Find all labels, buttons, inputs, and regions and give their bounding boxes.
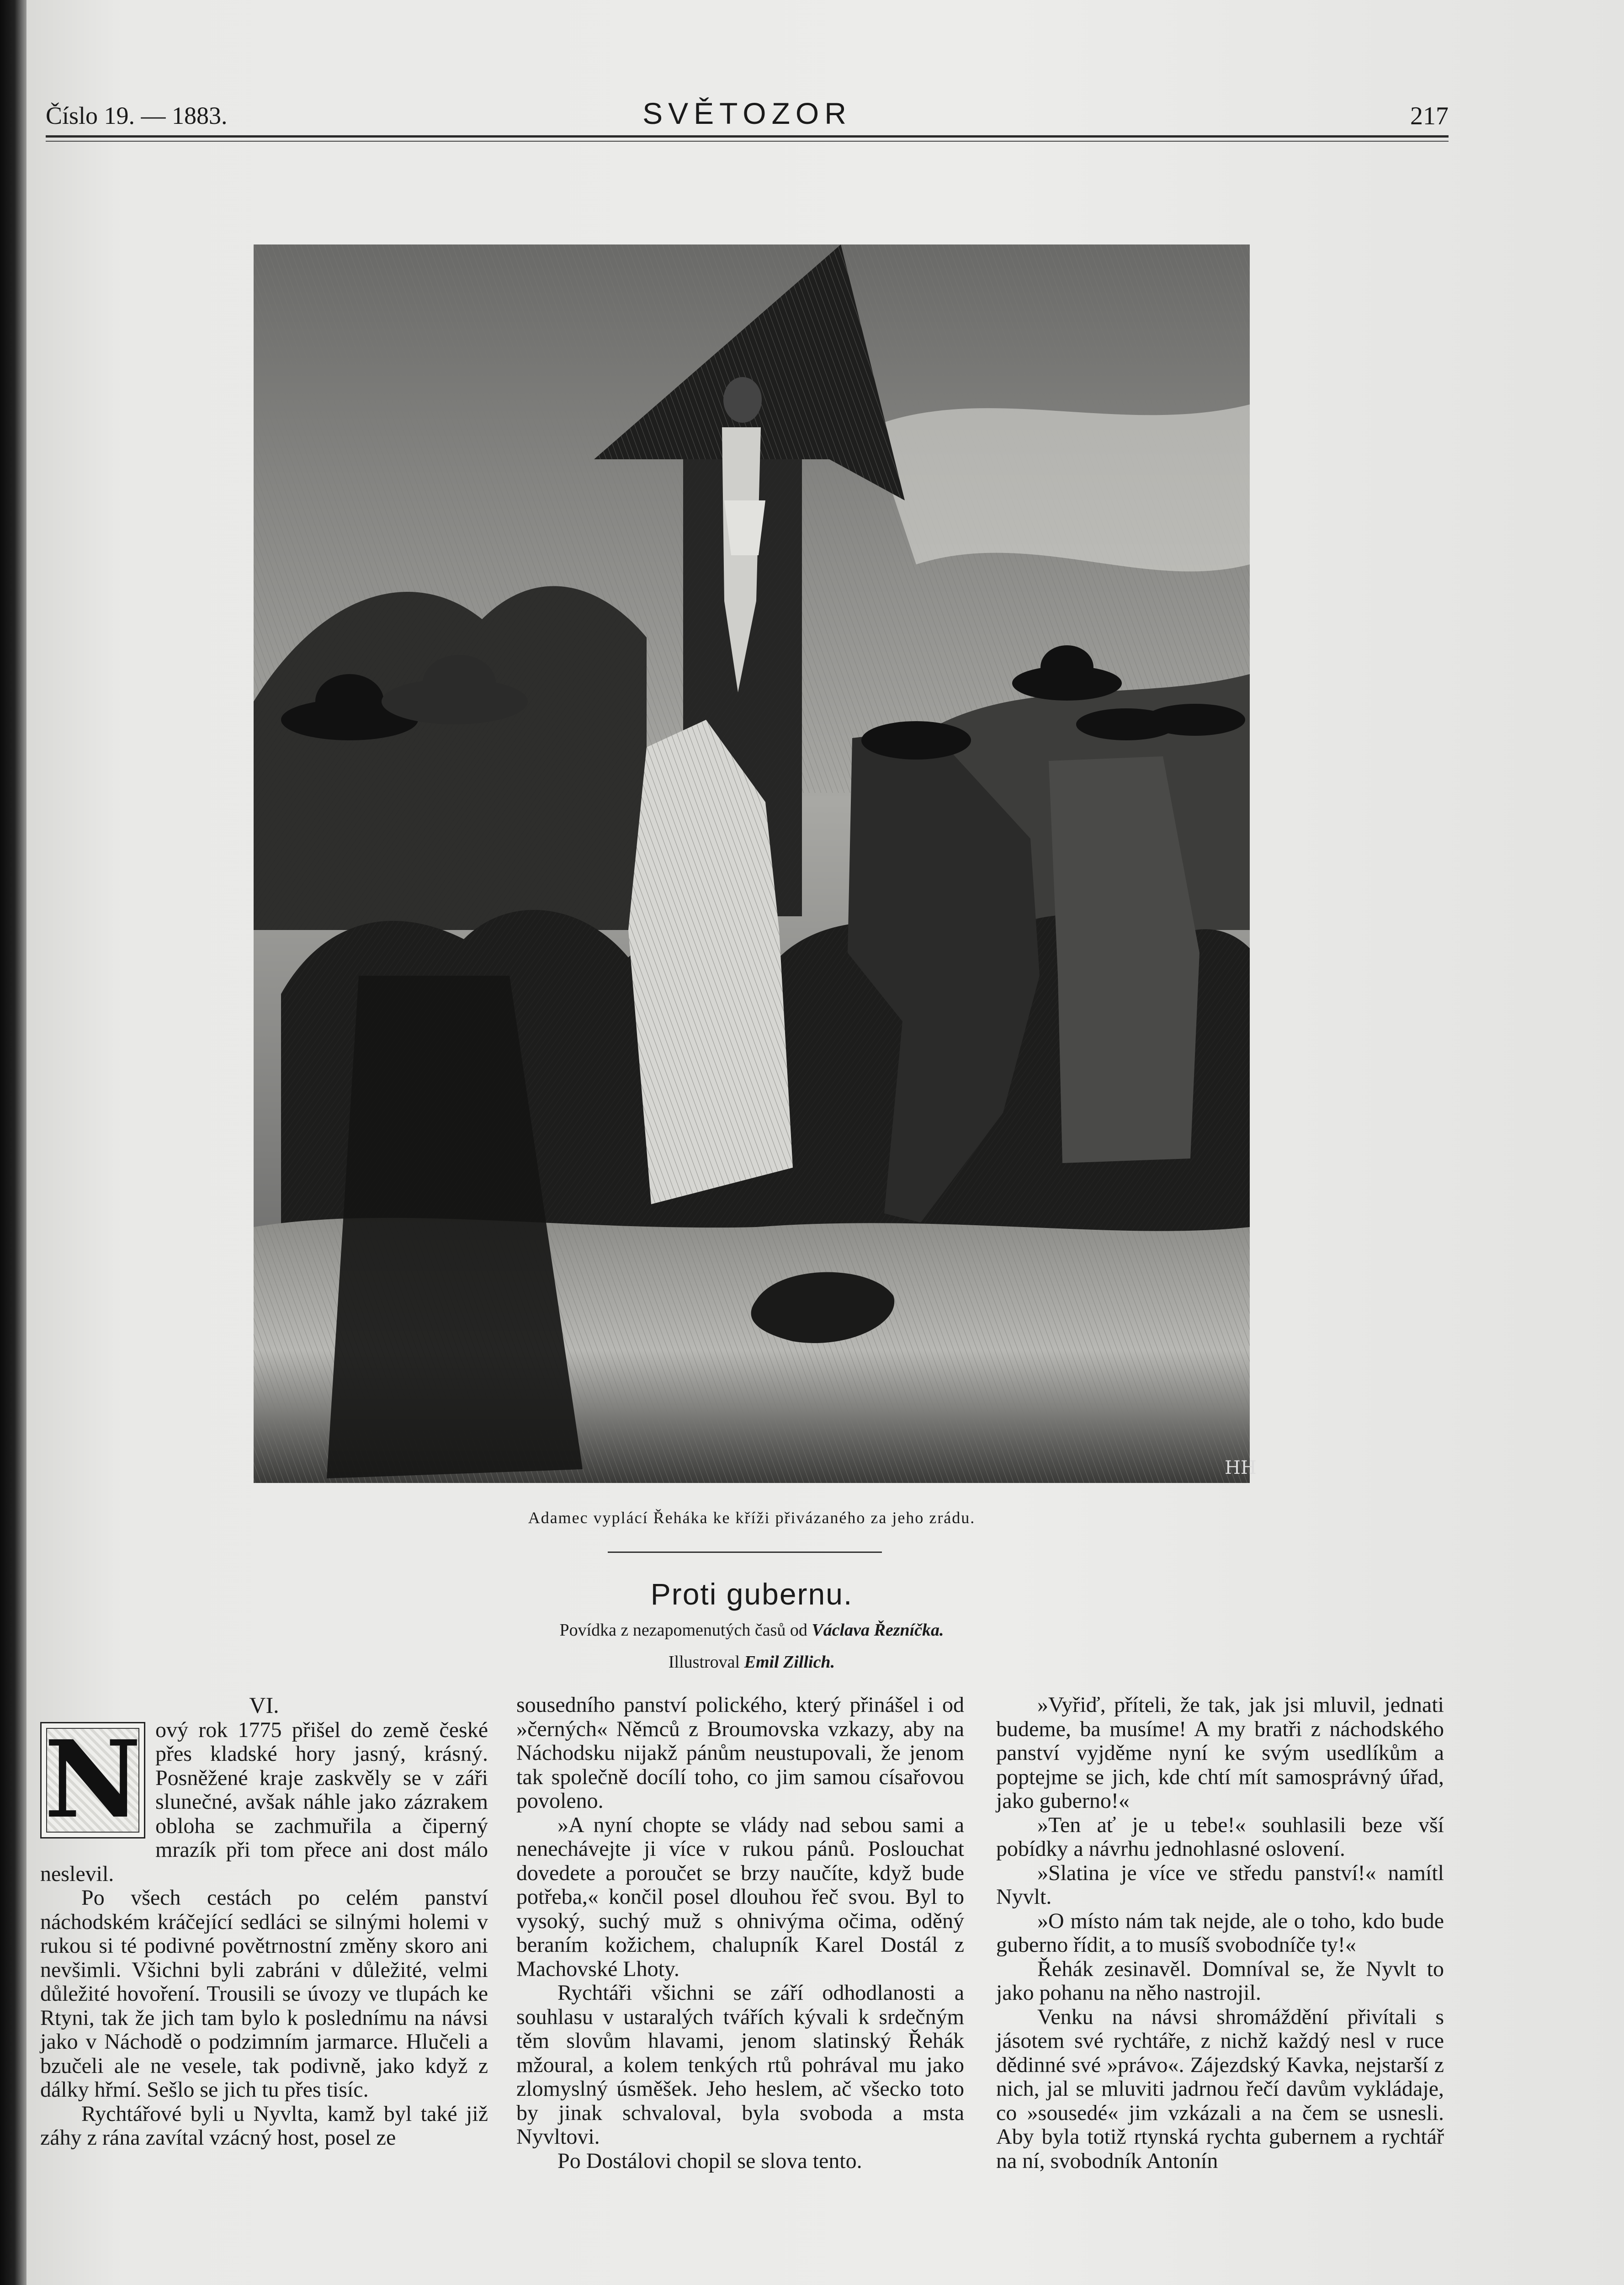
header-rule bbox=[46, 135, 1449, 138]
initial-letter: N bbox=[44, 1716, 142, 1842]
text-column-1 bbox=[40, 1693, 488, 2150]
journal-title: SVĚTOZOR bbox=[642, 96, 852, 130]
illustrator-credit bbox=[254, 1652, 1250, 1672]
subtitle-prefix: Povídka z nezapomenutých časů od bbox=[559, 1621, 807, 1640]
author-name: Václava Řezníčka. bbox=[812, 1621, 944, 1640]
paragraph: Venku na návsi shromáždění přivítali s jásotem své rychtáře, z nichž každý nesl v ruce dědinné své »právo«. Zájezdský Kavka, nejstarší z nich, jal se mluviti jadrnou řečí davům vykládaje, co »sousedé« jim vzkázali a na čem se usnesli. Aby byla totiž rtynská rychta gubernem a rychtář na ní, svobodník Antonín bbox=[996, 2004, 1444, 2173]
page-number: 217 bbox=[1410, 102, 1449, 130]
story-title: Proti gubernu. bbox=[650, 1577, 853, 1611]
paragraph: »A nyní chopte se vlády nad sebou sami a nenechávejte ji více v rukou pánů. Poslouchat dovedete a poroučet se brzy naučíte, když bude potřeba,« končil posel dlouhou řeč svou. Byl to vysoký, suchý muž s ohnivýma očima, oděný beraním kožichem, chalupník Karel Dostál z Machovské Lhoty. bbox=[516, 1812, 964, 1981]
illustrator-name: Emil Zillich. bbox=[744, 1653, 835, 1672]
header-rule-thin bbox=[46, 141, 1449, 142]
paragraph: »O místo nám tak nejde, ale o toho, kdo bude guberno řídit, a to musíš svobodníče ty!« bbox=[996, 1908, 1444, 1957]
illustrator-prefix: Illustroval bbox=[668, 1653, 740, 1672]
paragraph: Po Dostálovi chopil se slova tento. bbox=[557, 2148, 862, 2173]
running-header bbox=[46, 96, 1449, 137]
paragraph: ový rok 1775 přišel do země české přes kladské hory jasný, krásný. Posněžené kraje zaskvěly se v záři slunečné, avšak náhle jako zázrakem obloha se zachmuřila a čiperný mrazík při tom přece ani dost málo neslevil. bbox=[40, 1717, 488, 1886]
ornamental-initial bbox=[40, 1716, 145, 1842]
paragraph: Rychtáři všichni se září odhodlanosti a souhlasu v ustaralých tvářích kývali k srdečným těm slovům hlavami, jenom slatinský Řehák mžoural, a kolem tenkých rtů pohrával mu jako zlomyslný úsměšek. Jeho heslem, ač všecko toto by jinak schvaloval, byla svoboda a msta Nyvltovi. bbox=[516, 1981, 964, 2149]
paragraph: »Vyřiď, příteli, že tak, jak jsi mluvil, jednati budeme, ba musíme! A my bratři z náchodského panství vyjděme nyní ke svým usedlíkům a poptejme se jich, kde chtí mít samosprávný úřad, jako guberno!« bbox=[996, 1693, 1444, 1813]
paragraph: »Ten ať je u tebe!« souhlasili beze vší pobídky a návrhu jednohlasné oslovení. bbox=[996, 1812, 1444, 1861]
text-column-2 bbox=[516, 1693, 964, 2173]
paragraph: Po všech cestách po celém panství náchodském kráčející sedláci se silnými holemi v rukou si té podivné povětrnostní změny skoro ani nevšimli. Všichni byli zabráni v důležité, velmi důležité hovoření. Trousili se úvozy ve tlupách ke Rtyni, tak že jich tam bylo k poslednímu na návsi jako v Náchodě o podzimním jarmarce. Hlučeli a bzučeli ale ne vesele, tak podivně, jako když z dálky hřmí. Sešlo se jich tu přes tisíc. bbox=[40, 1886, 488, 2102]
engraving-illustration bbox=[254, 244, 1257, 1483]
paragraph: sousedního panství polického, který přinášel i od »černých« Němců z Broumovska vzkazy, aby na Náchodsku nijakž pánům neustupovali, že jenom tak společně docílí toho, co jim samou císařovou povoleno. bbox=[516, 1693, 964, 1813]
paragraph: Rychtářové byli u Nyvlta, kamž byl také již záhy z rána zavítal vzácný host, posel ze bbox=[40, 2101, 488, 2150]
illustration-caption: Adamec vyplácí Řeháka ke kříži přivázaného za jeho zrádu. bbox=[528, 1509, 976, 1527]
chapter-number: VI. bbox=[249, 1692, 279, 1718]
text-column-3 bbox=[996, 1693, 1444, 2173]
paragraph: »Slatina je více ve středu panství!« namítl Nyvlt. bbox=[996, 1860, 1444, 1909]
issue-number: Číslo 19. — 1883. bbox=[46, 102, 228, 129]
artist-signature: HH bbox=[1225, 1457, 1257, 1478]
engraving-crucifix-crowd-image bbox=[254, 244, 1257, 1483]
book-spine-shadow bbox=[0, 0, 27, 2285]
caption-separator bbox=[608, 1552, 882, 1553]
paragraph: Řehák zesinavěl. Domníval se, že Nyvlt to jako pohanu na něho nastrojil. bbox=[996, 1956, 1444, 2005]
story-subtitle bbox=[254, 1620, 1250, 1640]
